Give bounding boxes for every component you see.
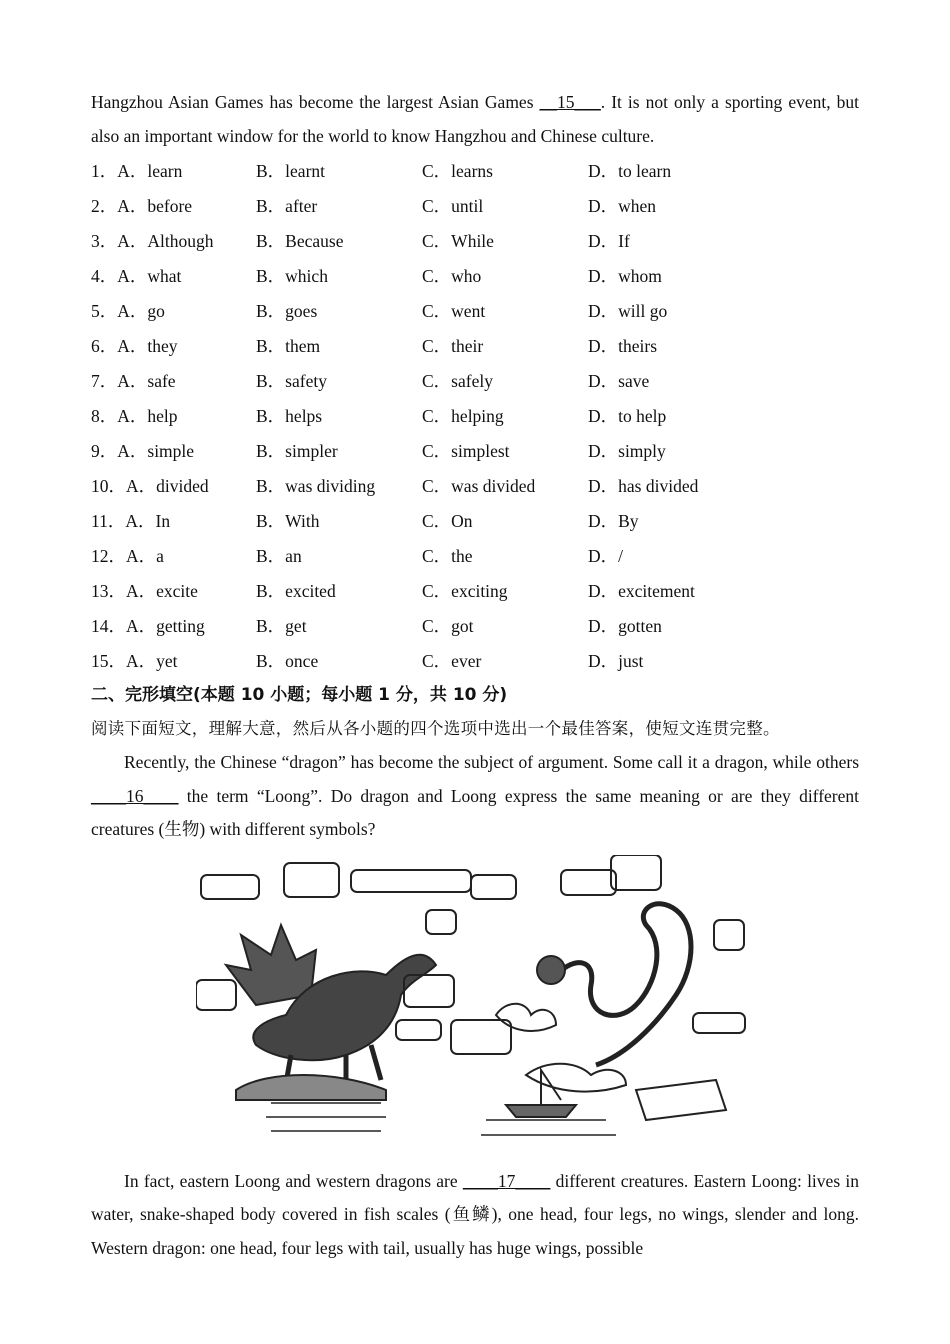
question-options-list <box>91 153 859 678</box>
question-number: 11． <box>91 511 126 531</box>
passage1-text-end: the term “Loong”. Do dragon and Loong express the same meaning or are they different creatures (生物) with different symbols? <box>91 785 859 839</box>
option-a <box>91 578 256 603</box>
option-d <box>588 298 754 323</box>
option-text: C．simplest <box>422 441 510 461</box>
question-row <box>91 538 859 573</box>
option-b <box>256 298 422 323</box>
question-number: 9． <box>91 441 118 461</box>
passage2-text-end: different creatures. Eastern Loong: lives in water, snake-shaped body covered in fish scales (鱼鳞), one head, four legs, no wings, slender and long. Western dragon: one head, four legs with tail, usually has huge wings, possible <box>91 1170 859 1258</box>
option-text: D．/ <box>588 546 623 566</box>
option-a <box>91 613 256 638</box>
option-a <box>91 368 256 393</box>
option-text: B．once <box>256 651 319 671</box>
passage-paragraph-2 <box>91 1165 859 1266</box>
option-b <box>256 263 422 288</box>
option-text: B．helps <box>256 406 323 426</box>
option-text: B．get <box>256 616 307 636</box>
question-row <box>91 643 859 678</box>
question-row <box>91 328 859 363</box>
passage-paragraph-1 <box>91 746 859 847</box>
option-text: A．Although <box>117 231 214 251</box>
option-d <box>588 158 754 183</box>
question-number: 14． <box>91 616 126 636</box>
option-text: B．an <box>256 546 302 566</box>
option-c <box>422 263 588 288</box>
option-text: D．simply <box>588 441 666 461</box>
option-a <box>91 228 256 253</box>
option-text: A．what <box>117 266 182 286</box>
question-row <box>91 153 859 188</box>
option-text: D．If <box>588 231 630 251</box>
question-number: 7． <box>91 371 118 391</box>
option-text: D．excitement <box>588 581 695 601</box>
option-b <box>256 438 422 463</box>
option-b <box>256 193 422 218</box>
question-row <box>91 433 859 468</box>
option-text: A．yet <box>126 651 178 671</box>
option-text: B．learnt <box>256 161 326 181</box>
question-row <box>91 398 859 433</box>
question-row <box>91 223 859 258</box>
question-number: 6． <box>91 336 118 356</box>
option-text: B．Because <box>256 231 344 251</box>
option-text: C．exciting <box>422 581 508 601</box>
question-number: 12． <box>91 546 126 566</box>
option-text: B．simpler <box>256 441 338 461</box>
option-a <box>91 193 256 218</box>
option-text: A．In <box>125 511 171 531</box>
option-d <box>588 193 754 218</box>
question-number: 2． <box>91 196 118 216</box>
question-row <box>91 503 859 538</box>
option-text: A．help <box>117 406 178 426</box>
question-number: 4． <box>91 266 118 286</box>
passage2-text: In fact, eastern Loong and western dragons are <box>124 1170 463 1191</box>
question-row <box>91 573 859 608</box>
option-c <box>422 298 588 323</box>
question-row <box>91 188 859 223</box>
option-b <box>256 613 422 638</box>
option-text: D．By <box>588 511 639 531</box>
option-text: C．helping <box>422 406 504 426</box>
question-number: 13． <box>91 581 126 601</box>
option-text: B．which <box>256 266 328 286</box>
option-text: C．While <box>422 231 494 251</box>
option-d <box>588 508 754 533</box>
option-d <box>588 543 754 568</box>
dragon-loong-illustration-icon <box>196 855 751 1155</box>
option-b <box>256 578 422 603</box>
option-a <box>91 648 256 673</box>
option-text: D．just <box>588 651 644 671</box>
option-c <box>422 193 588 218</box>
option-d <box>588 403 754 428</box>
option-text: C．ever <box>422 651 482 671</box>
option-a <box>91 438 256 463</box>
option-text: B．was dividing <box>256 476 376 496</box>
option-a <box>91 508 256 533</box>
section-instruction: 阅读下面短文，理解大意，然后从各小题的四个选项中选出一个最佳答案，使短文连贯完整。 <box>91 719 780 738</box>
option-c <box>422 543 588 568</box>
option-a <box>91 263 256 288</box>
blank-15: __15___ <box>539 92 601 112</box>
option-text: B．after <box>256 196 318 216</box>
option-c <box>422 368 588 393</box>
dragon-illustration <box>91 855 859 1157</box>
option-text: D．to help <box>588 406 667 426</box>
option-text: C．went <box>422 301 486 321</box>
option-d <box>588 578 754 603</box>
option-b <box>256 648 422 673</box>
question-row <box>91 363 859 398</box>
option-c <box>422 578 588 603</box>
option-text: D．gotten <box>588 616 662 636</box>
option-text: D．to learn <box>588 161 672 181</box>
question-number: 10． <box>91 476 126 496</box>
option-text: D．theirs <box>588 336 658 356</box>
option-c <box>422 333 588 358</box>
option-text: A．safe <box>117 371 176 391</box>
intro-text-end: . It is not only a sporting event, but also an important window for the world to know Hangzhou and Chinese culture. <box>91 92 859 146</box>
option-text: C．got <box>422 616 474 636</box>
option-text: C．until <box>422 196 484 216</box>
option-d <box>588 333 754 358</box>
document-page <box>91 86 859 1265</box>
option-text: A．they <box>117 336 178 356</box>
option-b <box>256 543 422 568</box>
option-b <box>256 403 422 428</box>
option-b <box>256 333 422 358</box>
option-a <box>91 333 256 358</box>
option-text: A．go <box>117 301 165 321</box>
option-text: B．With <box>256 511 320 531</box>
option-text: D．when <box>588 196 657 216</box>
option-d <box>588 263 754 288</box>
option-d <box>588 473 754 498</box>
option-text: D．whom <box>588 266 662 286</box>
question-number: 1． <box>91 161 118 181</box>
option-b <box>256 158 422 183</box>
option-c <box>422 508 588 533</box>
option-a <box>91 158 256 183</box>
option-text: C．who <box>422 266 482 286</box>
option-text: B．excited <box>256 581 336 601</box>
option-text: A．before <box>117 196 193 216</box>
option-b <box>256 228 422 253</box>
option-d <box>588 438 754 463</box>
option-text: A．divided <box>126 476 209 496</box>
option-text: A．excite <box>126 581 198 601</box>
question-row <box>91 468 859 503</box>
option-c <box>422 228 588 253</box>
option-text: A．simple <box>117 441 195 461</box>
option-text: D．has divided <box>588 476 699 496</box>
option-text: A．learn <box>117 161 183 181</box>
option-text: C．their <box>422 336 484 356</box>
question-number: 3． <box>91 231 118 251</box>
option-a <box>91 403 256 428</box>
option-text: A．a <box>126 546 164 566</box>
intro-text: Hangzhou Asian Games has become the largest Asian Games <box>91 92 540 112</box>
option-text: C．On <box>422 511 473 531</box>
question-row <box>91 258 859 293</box>
option-c <box>422 473 588 498</box>
section-heading: 二、完形填空(本题 10 小题；每小题 1 分，共 10 分) <box>91 685 508 705</box>
option-c <box>422 403 588 428</box>
option-text: C．was divided <box>422 476 536 496</box>
option-b <box>256 368 422 393</box>
option-text: D．save <box>588 371 650 391</box>
option-b <box>256 473 422 498</box>
option-d <box>588 648 754 673</box>
option-c <box>422 438 588 463</box>
blank-17: ____17____ <box>462 1170 551 1191</box>
option-text: B．safety <box>256 371 327 391</box>
option-text: D．will go <box>588 301 668 321</box>
blank-16: ____16____ <box>91 785 179 806</box>
question-row <box>91 293 859 328</box>
option-a <box>91 298 256 323</box>
option-d <box>588 368 754 393</box>
intro-paragraph <box>91 86 859 153</box>
option-c <box>422 648 588 673</box>
option-text: B．goes <box>256 301 318 321</box>
question-number: 15． <box>91 651 126 671</box>
option-b <box>256 508 422 533</box>
option-text: C．safely <box>422 371 493 391</box>
option-text: C．learns <box>422 161 493 181</box>
option-a <box>91 473 256 498</box>
option-text: B．them <box>256 336 321 356</box>
question-number: 5． <box>91 301 118 321</box>
option-text: C．the <box>422 546 473 566</box>
option-a <box>91 543 256 568</box>
option-c <box>422 613 588 638</box>
option-d <box>588 228 754 253</box>
option-text: A．getting <box>126 616 205 636</box>
passage1-text: Recently, the Chinese “dragon” has become the subject of argument. Some call it a dragon, while others <box>124 752 859 772</box>
option-c <box>422 158 588 183</box>
question-number: 8． <box>91 406 118 426</box>
option-d <box>588 613 754 638</box>
question-row <box>91 608 859 643</box>
